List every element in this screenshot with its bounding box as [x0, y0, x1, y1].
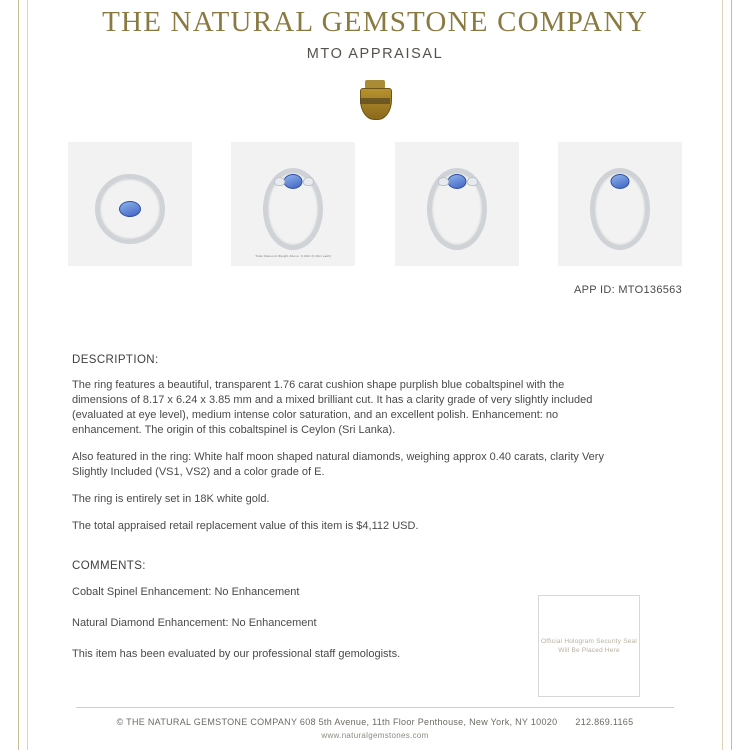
description-paragraph: Also featured in the ring: White half moon shaped natural diamonds, weighing approx 0.40 carats, clarity Very Slightly Included (VS1, VS2) and a color grade of E. — [72, 451, 604, 478]
hologram-seal-text: Official Hologram Security Seal Will Be Placed Here — [540, 638, 638, 654]
comment-line: Natural Diamond Enhancement: No Enhancement — [72, 617, 317, 629]
ring-photo-1 — [68, 142, 192, 266]
ring-photo-3 — [395, 142, 519, 266]
heraldic-crest-icon — [358, 78, 392, 122]
footer-phone: 212.869.1165 — [575, 717, 634, 727]
comment-line: Cobalt Spinel Enhancement: No Enhancement — [72, 586, 300, 598]
side-diamond-left — [438, 177, 449, 186]
center-gemstone — [610, 174, 629, 189]
company-title: THE NATURAL GEMSTONE COMPANY — [102, 6, 648, 38]
hologram-seal-placeholder — [538, 595, 640, 697]
border-rule-inner-left — [27, 0, 28, 750]
document-content — [38, 0, 712, 750]
footer-copyright-address: © THE NATURAL GEMSTONE COMPANY 608 5th Avenue, 11th Floor Penthouse, New York, NY 10020 — [116, 717, 558, 727]
description-paragraph: The ring is entirely set in 18K white gold. — [72, 493, 270, 505]
footer-website: www.naturalgemstones.com — [321, 731, 429, 740]
ring-illustration-side — [590, 168, 650, 250]
border-rule-outer-left — [18, 0, 19, 750]
footer-address-line — [76, 717, 674, 727]
center-gemstone — [284, 174, 303, 189]
crest-container — [38, 78, 712, 122]
side-diamond-right — [303, 177, 314, 186]
app-id-row — [38, 284, 712, 296]
app-id-label: APP ID: — [573, 284, 615, 296]
description-paragraph: The ring features a beautiful, transparent 1.76 carat cushion shape purplish blue cobaltspinel with the dimensions of 8.17 x 6.24 x 3.85 mm and a mixed brilliant cut. It has a clarity grade of very slightly included (evaluated at eye level), medium intense color saturation, and an excellent polish. Enhancement: no enhancement. The origin of this cobaltspinel is Ceylon (Sri Lanka). — [72, 379, 593, 436]
document-footer — [76, 707, 674, 740]
comment-line: This item has been evaluated by our professional staff gemologists. — [72, 648, 401, 660]
app-id-value: MTO136563 — [618, 284, 682, 296]
crest-shield — [360, 88, 392, 120]
photo-caption: Total Diamond Weight Above: 0.40ct (0.20ct each) — [255, 254, 332, 258]
crest-band — [360, 98, 390, 104]
ring-illustration-front — [427, 168, 487, 250]
description-label: DESCRIPTION: — [72, 354, 159, 366]
footer-divider — [76, 707, 674, 708]
ring-illustration-angled — [263, 168, 323, 250]
ring-photo-4 — [558, 142, 682, 266]
center-gemstone — [119, 201, 141, 217]
description-paragraph: The total appraised retail replacement value of this item is $4,112 USD. — [72, 520, 419, 532]
side-diamond-left — [274, 177, 285, 186]
ring-photo-2 — [231, 142, 355, 266]
side-diamond-right — [467, 177, 478, 186]
comments-label: COMMENTS: — [72, 560, 146, 572]
center-gemstone — [447, 174, 466, 189]
photo-strip — [38, 142, 712, 266]
document-type-title: MTO APPRAISAL — [306, 46, 444, 62]
ring-illustration-top — [95, 174, 165, 244]
border-rule-inner-right — [722, 0, 723, 750]
border-rule-outer-right — [731, 0, 732, 750]
